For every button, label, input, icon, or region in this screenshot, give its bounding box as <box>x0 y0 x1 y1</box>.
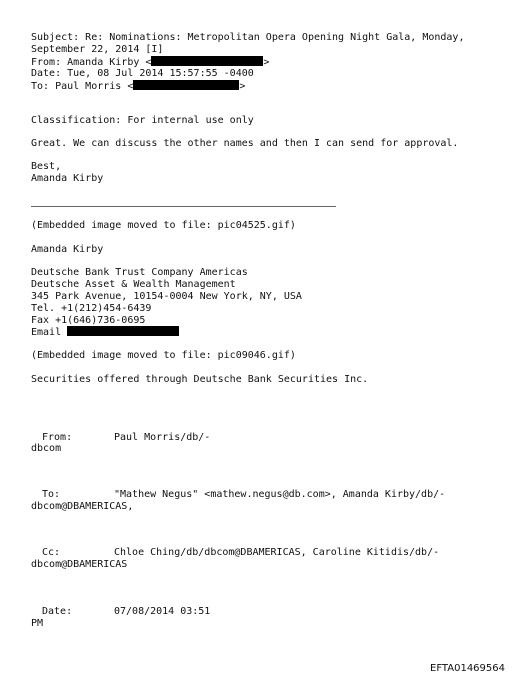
quoted-from-value: Paul Morris/db/- <box>114 432 211 443</box>
document-id: EFTA01469564 <box>430 663 505 674</box>
signature-email-line <box>31 326 179 339</box>
to-suffix: > <box>239 81 246 92</box>
classification: Classification: For internal use only <box>31 115 254 126</box>
signer-name: Amanda Kirby <box>31 173 104 184</box>
to-line <box>31 80 245 93</box>
email-label: Email <box>31 327 62 338</box>
quoted-to-value: "Mathew Negus" <mathew.negus@db.com>, Amanda Kirby/db/- <box>114 489 446 500</box>
quoted-cc-value: Chloe Ching/db/dbcom@DBAMERICAS, Caroline Kitidis/db/- <box>114 547 440 558</box>
quoted-from-wrap: dbcom <box>31 443 62 454</box>
to-label: To: Paul Morris < <box>31 81 134 92</box>
signature-name: Amanda Kirby <box>31 244 104 255</box>
quoted-to-wrap: dbcom@DBAMERICAS, <box>31 501 134 512</box>
from-suffix: > <box>263 57 270 68</box>
quoted-date-wrap: PM <box>31 618 44 629</box>
quoted-cc-label: Cc: <box>42 547 61 558</box>
embedded-image-note-1: (Embedded image moved to file: pic04525.gif) <box>31 220 296 231</box>
disclaimer: Securities offered through Deutsche Bank Securities Inc. <box>31 374 369 385</box>
redaction-bar <box>67 326 179 336</box>
signature-fax: Fax +1(646)736-0695 <box>31 315 146 326</box>
closing: Best, <box>31 161 62 172</box>
quoted-date-value: 07/08/2014 03:51 <box>114 606 211 617</box>
quoted-from-label: From: <box>42 432 73 443</box>
separator-rule <box>31 206 336 207</box>
redaction-bar <box>151 56 263 66</box>
signature-address: 345 Park Avenue, 10154-0004 New York, NY, USA <box>31 291 302 302</box>
subject-line-2: September 22, 2014 [I] <box>31 44 164 55</box>
signature-tel: Tel. +1(212)454-6439 <box>31 303 152 314</box>
signature-company-2: Deutsche Asset & Wealth Management <box>31 279 236 290</box>
quoted-date-label: Date: <box>42 606 73 617</box>
embedded-image-note-2: (Embedded image moved to file: pic09046.gif) <box>31 350 296 361</box>
from-label: From: Amanda Kirby < <box>31 57 152 68</box>
quoted-to-label: To: <box>42 489 61 500</box>
subject-line-1: Subject: Re: Nominations: Metropolitan Opera Opening Night Gala, Monday, <box>31 32 465 43</box>
message-text: Great. We can discuss the other names and then I can send for approval. <box>31 138 459 149</box>
signature-company-1: Deutsche Bank Trust Company Americas <box>31 267 248 278</box>
quoted-cc-wrap: dbcom@DBAMERICAS <box>31 559 128 570</box>
redaction-bar <box>133 80 239 90</box>
date-line: Date: Tue, 08 Jul 2014 15:57:55 -0400 <box>31 68 254 79</box>
from-line <box>31 56 269 69</box>
